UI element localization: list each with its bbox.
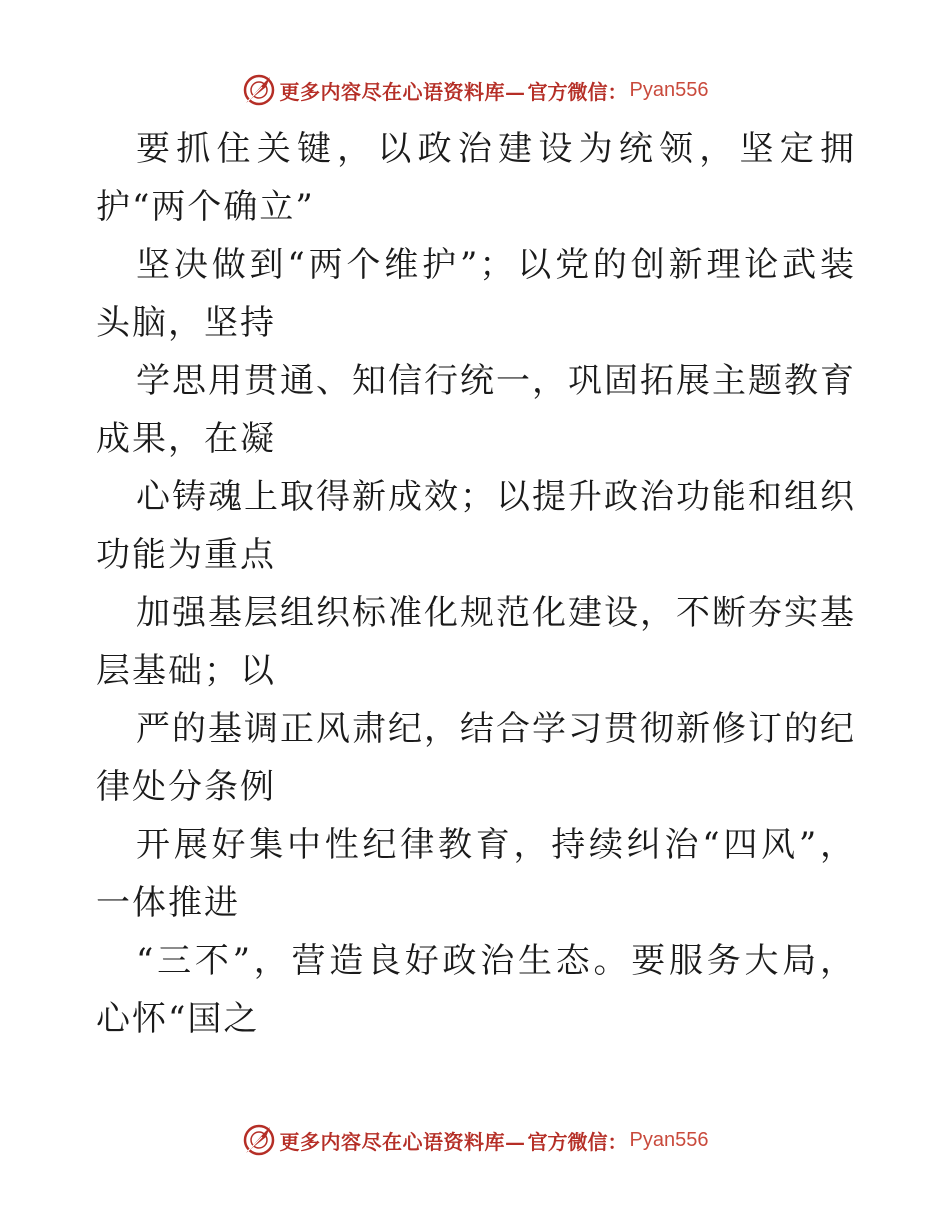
header-wechat-id: Pyan556 (629, 78, 709, 101)
footer-banner-text: 更多内容尽在心语资料库— (279, 1129, 526, 1154)
body-paragraph: 严的基调正风肃纪，结合学习贯彻新修订的纪律处分条例 (96, 709, 856, 807)
header-banner-text: 更多内容尽在心语资料库— (279, 79, 526, 104)
footer-wechat-label: 官方微信： (527, 1129, 628, 1154)
body-paragraph: 加强基层组织标准化规范化建设，不断夯实基层基础；以 (96, 593, 856, 691)
body-paragraph: 心铸魂上取得新成效；以提升政治功能和组织功能为重点 (96, 477, 856, 575)
body-paragraph: “三不”，营造良好政治生态。要服务大局，心怀“国之 (96, 941, 856, 1039)
quill-pen-logo-icon (242, 1123, 276, 1157)
document-body (96, 120, 856, 1048)
body-paragraph: 要抓住关键，以政治建设为统领，坚定拥护“两个确立” (96, 129, 856, 227)
header-banner (0, 70, 950, 110)
body-paragraph: 开展好集中性纪律教育，持续纠治“四风”，一体推进 (96, 825, 856, 923)
header-wechat-label: 官方微信： (527, 79, 628, 104)
footer-wechat-id: Pyan556 (629, 1128, 709, 1151)
footer-banner (0, 1120, 950, 1160)
body-paragraph: 坚决做到“两个维护”；以党的创新理论武装头脑，坚持 (96, 245, 856, 343)
quill-pen-logo-icon (242, 73, 276, 107)
body-paragraph: 学思用贯通、知信行统一，巩固拓展主题教育成果，在凝 (96, 361, 856, 459)
